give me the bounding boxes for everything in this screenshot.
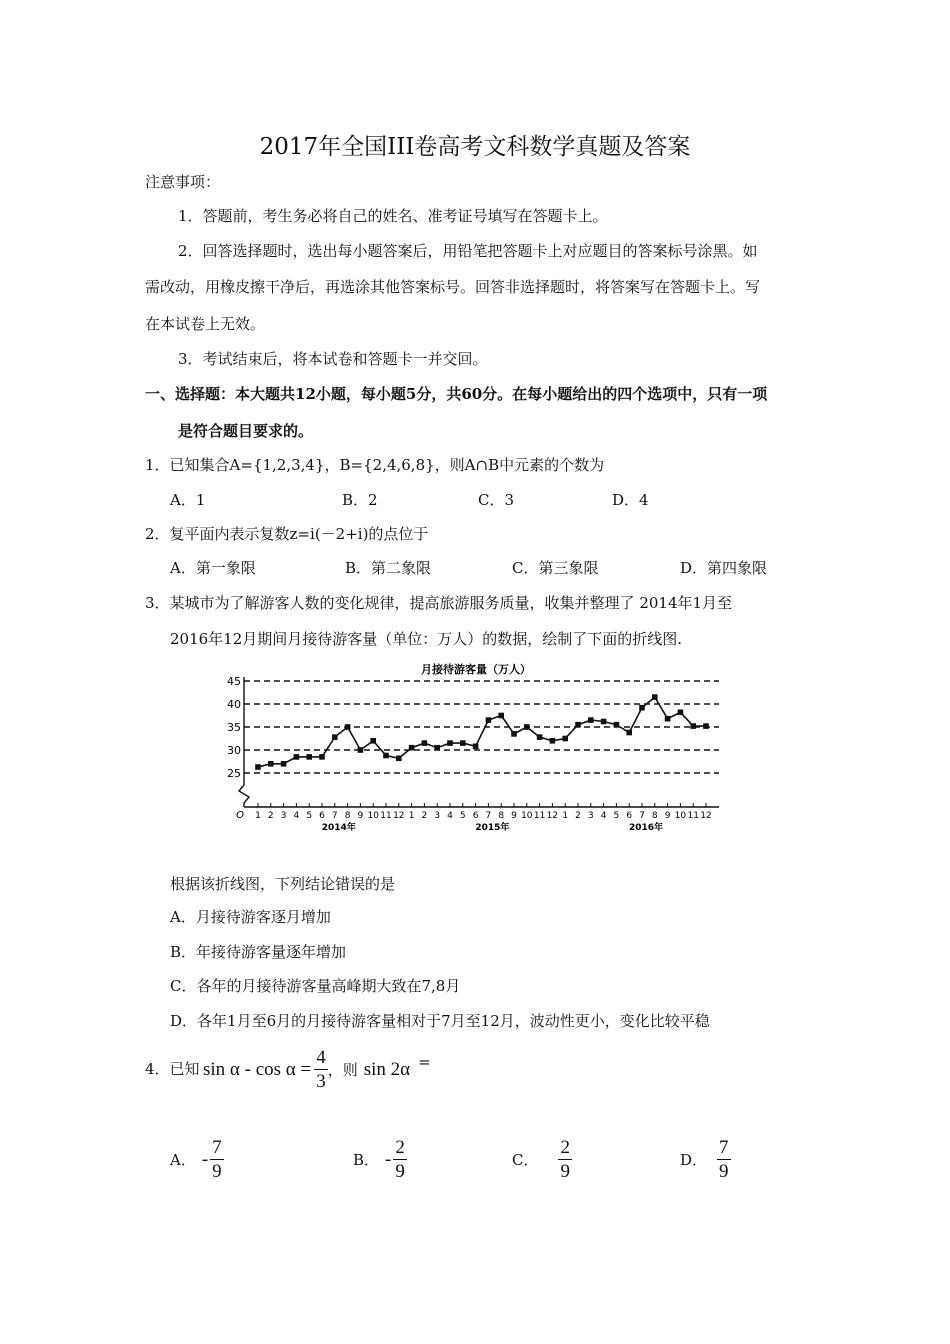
notice-heading: 注意事项： — [145, 173, 221, 191]
data-point — [575, 722, 581, 728]
q4-option-d — [680, 1138, 731, 1182]
q2-option-a: A．第一象限 — [170, 559, 256, 577]
data-point — [268, 761, 274, 767]
q4-fraction — [314, 1048, 328, 1092]
x-tick-label: 11 — [380, 811, 392, 821]
x-tick-label: 4 — [447, 811, 453, 821]
year-label: 2014年 — [321, 823, 356, 833]
x-tick-label: 8 — [344, 811, 351, 821]
q4-frac-den: 3 — [316, 1070, 326, 1092]
x-tick-label: 12 — [393, 811, 405, 821]
x-tick-label: 8 — [651, 811, 658, 821]
data-point — [678, 709, 684, 715]
data-point — [319, 754, 325, 760]
data-point — [422, 740, 428, 746]
x-tick-label: 7 — [639, 811, 645, 821]
x-tick-label: 11 — [533, 811, 546, 821]
x-tick-label: 9 — [357, 811, 364, 821]
x-tick-label: 3 — [280, 811, 287, 821]
q2-option-c: C．第三象限 — [512, 559, 599, 577]
data-point — [358, 747, 364, 753]
x-tick-label: 5 — [613, 811, 620, 821]
q4-option-sign: - — [201, 1148, 209, 1170]
q4-option-label: C． — [512, 1151, 539, 1170]
x-tick-label: 3 — [434, 811, 441, 821]
q4-option-label: A． — [170, 1151, 196, 1170]
data-point — [690, 723, 696, 729]
data-point — [524, 724, 530, 730]
x-tick-label: 2 — [421, 811, 428, 821]
q4-option-a — [170, 1138, 224, 1182]
q4-option-frac — [210, 1138, 224, 1182]
q3-option-c: C．各年的月接待游客量高峰期大致在7,8月 — [170, 977, 461, 995]
data-point — [255, 764, 261, 770]
q3-stem: 3．某城市为了解游客人数的变化规律，提高旅游服务质量，收集并整理了 2014年1月至 — [145, 594, 733, 612]
notice-line: 3．考试结束后，将本试卷和答题卡一并交回。 — [178, 350, 488, 368]
visitor-line-chart — [222, 655, 730, 840]
section-heading-cont: 是符合题目要求的。 — [178, 422, 314, 440]
y-tick-label: 45 — [227, 675, 241, 688]
x-tick-label: 6 — [472, 811, 479, 821]
x-tick-label: 2 — [575, 811, 581, 821]
q1-stem: 1．已知集合A={1,2,3,4}，B={2,4,6,8}，则A∩B中元素的个数为 — [145, 456, 605, 474]
y-tick-label: 25 — [227, 767, 241, 780]
x-tick-label: 10 — [674, 811, 687, 821]
data-point — [383, 753, 389, 759]
data-point — [626, 730, 632, 736]
x-tick-label: 6 — [319, 811, 325, 821]
q3-option-b: B．年接待游客量逐年增加 — [170, 943, 347, 961]
q2-option-d: D．第四象限 — [680, 559, 768, 577]
data-point — [537, 734, 543, 740]
data-point — [396, 755, 402, 761]
q4-equation — [203, 1048, 431, 1092]
data-point — [306, 754, 312, 760]
y-tick-label: 40 — [227, 698, 241, 711]
series-line — [258, 697, 706, 767]
y-tick-label: 35 — [227, 721, 241, 734]
data-point — [447, 740, 453, 746]
data-point — [639, 705, 645, 711]
frac-den: 9 — [560, 1160, 570, 1182]
frac-den: 9 — [395, 1160, 405, 1182]
data-point — [652, 694, 658, 700]
x-tick-label: 2 — [267, 811, 274, 821]
frac-den: 9 — [212, 1160, 222, 1182]
frac-num: 7 — [719, 1137, 729, 1158]
data-point — [562, 736, 568, 742]
frac-num: 7 — [212, 1137, 222, 1158]
data-point — [434, 745, 440, 751]
x-tick-label: 12 — [546, 811, 559, 821]
data-point — [460, 740, 466, 746]
q4-option-frac — [393, 1138, 407, 1182]
data-point — [281, 761, 287, 767]
x-tick-label: 4 — [293, 811, 300, 821]
q4-option-label: B． — [353, 1151, 380, 1170]
q4-prefix: 4．已知 — [145, 1060, 200, 1078]
page-title: 2017年全国III卷高考文科数学真题及答案 — [259, 134, 691, 160]
q4-option-b — [353, 1138, 407, 1182]
q1-option-c: C．3 — [478, 491, 515, 509]
data-point — [588, 717, 594, 723]
data-point — [550, 738, 556, 744]
frac-num: 2 — [560, 1137, 570, 1158]
x-tick-label: 7 — [485, 811, 492, 821]
frac-num: 2 — [395, 1137, 405, 1158]
notice-line: 2．回答选择题时，选出每小题答案后，用铅笔把答题卡上对应题目的答案标号涂黑。如 — [178, 242, 758, 260]
data-point — [409, 745, 415, 751]
notice-line: 需改动，用橡皮擦干净后，再选涂其他答案标号。回答非选择题时，将答案写在答题卡上。写 — [145, 278, 761, 296]
q4-option-frac — [558, 1138, 572, 1182]
data-point — [601, 719, 607, 725]
frac-den: 9 — [719, 1160, 729, 1182]
data-point — [703, 723, 709, 729]
data-point — [332, 734, 338, 740]
q4-option-sign: - — [385, 1148, 392, 1170]
x-tick-label: 5 — [306, 811, 313, 821]
q4-lhs: sin α - cos α = — [203, 1058, 312, 1080]
q4-mid: ，则 — [327, 1061, 358, 1080]
section-heading: 一、选择题：本大题共12小题，每小题5分，共60分。在每小题给出的四个选项中，只有一项 — [145, 385, 768, 403]
notice-line: 在本试卷上无效。 — [145, 315, 266, 333]
q1-option-a: A．1 — [170, 491, 206, 509]
x-tick-label: 12 — [700, 811, 712, 821]
q4-option-frac — [717, 1138, 731, 1182]
year-label: 2015年 — [475, 823, 510, 833]
q4-equals: = — [418, 1052, 431, 1071]
x-tick-label: 1 — [408, 811, 415, 821]
x-tick-label: 1 — [562, 811, 569, 821]
q3-stem-cont: 2016年12月期间月接待游客量（单位：万人）的数据，绘制了下面的折线图. — [170, 630, 683, 648]
data-point — [370, 738, 376, 744]
chart-title: 月接待游客量（万人） — [421, 663, 531, 676]
q3-question: 根据该折线图，下列结论错误的是 — [170, 875, 396, 893]
data-point — [511, 731, 517, 737]
x-tick-label: 6 — [626, 811, 633, 821]
data-point — [294, 754, 300, 760]
data-point — [473, 744, 479, 750]
q4-option-label: D． — [680, 1151, 708, 1170]
x-tick-label: 1 — [255, 811, 261, 821]
year-label: 2016年 — [628, 823, 664, 833]
x-tick-label: 11 — [687, 811, 699, 821]
data-point — [665, 716, 671, 722]
q1-option-d: D．4 — [612, 491, 649, 509]
q4-target: sin 2α — [363, 1058, 411, 1080]
q2-option-b: B．第二象限 — [345, 559, 432, 577]
x-tick-label: 10 — [367, 811, 379, 821]
notice-line: 1．答题前，考生务必将自己的姓名、准考证号填写在答题卡上。 — [178, 207, 608, 225]
data-point — [486, 717, 492, 723]
q1-option-b: B．2 — [342, 491, 378, 509]
x-tick-label: 5 — [459, 811, 466, 821]
data-point — [498, 713, 504, 719]
x-tick-label: 9 — [511, 811, 517, 821]
x-tick-label: 4 — [600, 811, 607, 821]
data-point — [614, 722, 620, 728]
data-point — [345, 724, 351, 730]
x-tick-label: 10 — [521, 811, 533, 821]
x-tick-label: 3 — [587, 811, 594, 821]
q2-stem: 2．复平面内表示复数z=i(－2+i)的点位于 — [145, 525, 429, 543]
q4-frac-num: 4 — [316, 1047, 326, 1068]
axis-break — [239, 785, 249, 807]
q3-option-a: A．月接待游客逐月增加 — [170, 908, 331, 926]
x-tick-label: 7 — [331, 811, 338, 821]
x-tick-label: 8 — [498, 811, 505, 821]
q4-option-c — [512, 1138, 572, 1182]
x-tick-label: 9 — [664, 811, 671, 821]
q3-option-d: D．各年1月至6月的月接待游客量相对于7月至12月，波动性更小，变化比较平稳 — [170, 1012, 710, 1030]
origin-label: O — [236, 810, 244, 821]
y-tick-label: 30 — [227, 744, 241, 757]
